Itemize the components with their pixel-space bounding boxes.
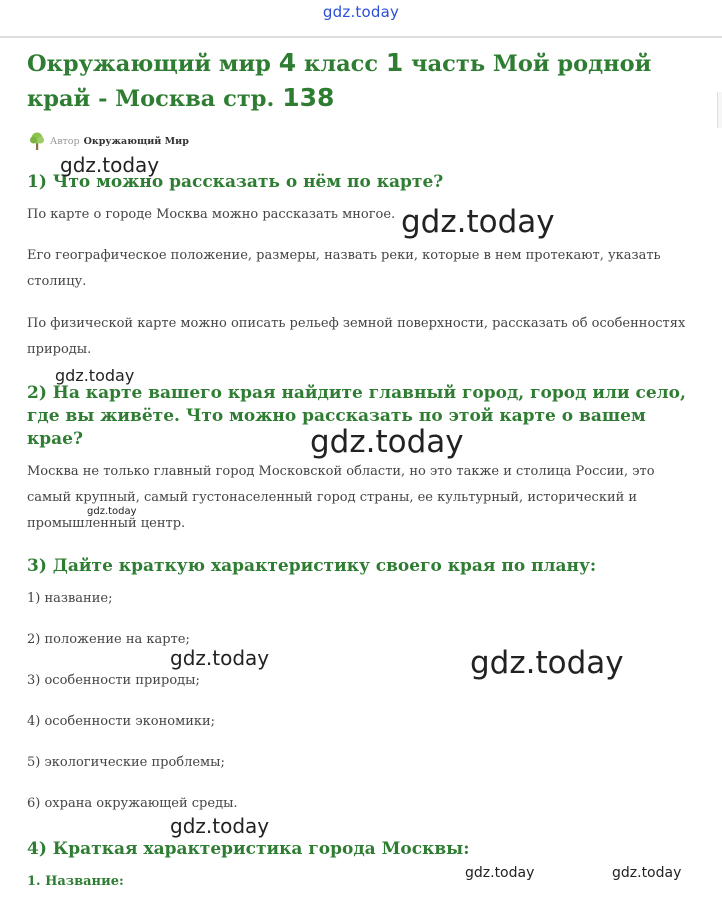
answer-1-paragraph: По физической карте можно описать рельеф земной поверхности, рассказать об особенностях природы. [27, 316, 686, 357]
answer-4-subheading: 1. Название: [27, 874, 124, 889]
answer-2-paragraph: Москва не только главный город Московской области, но это также и столица России, это самый крупный, самый густонаселенный город страны, ее культурный, исторический и промышленный центр. [27, 464, 655, 531]
author-name[interactable]: Окружающий Мир [83, 135, 189, 147]
plan-list-item: 3) особенности природы; [27, 673, 200, 688]
watermark: gdz.today [470, 645, 624, 681]
watermark: gdz.today [55, 366, 135, 385]
question-4-heading: 4) Краткая характеристика города Москвы: [27, 839, 470, 859]
plan-list-item: 4) особенности экономики; [27, 714, 216, 729]
side-scroll-tab[interactable] [717, 92, 722, 128]
watermark: gdz.today [87, 506, 137, 517]
site-logo[interactable]: gdz.today [322, 3, 400, 21]
watermark: gdz.today [170, 814, 270, 838]
watermark: gdz.today [310, 424, 464, 460]
title-text-2: класс [296, 51, 386, 77]
question-2-heading: 2) На карте вашего края найдите главный город, город или село, где вы живёте. Что можно рассказать по этой карте о вашем крае? [27, 383, 686, 449]
answer-1-paragraph: По карте о городе Москва можно рассказать многое. [27, 207, 396, 222]
plan-list-item: 6) охрана окружающей среды. [27, 796, 238, 811]
title-grade: 4 [278, 48, 297, 77]
watermark: gdz.today [401, 204, 555, 240]
question-1-heading: 1) Что можно рассказать о нём по карте? [27, 172, 444, 192]
title-book-part: 1 [385, 48, 404, 77]
watermark: gdz.today [465, 865, 535, 881]
author-label: Автор [50, 135, 80, 147]
tree-icon [27, 131, 47, 151]
question-3-heading: 3) Дайте краткую характеристику своего края по плану: [27, 556, 597, 576]
watermark: gdz.today [60, 153, 160, 177]
answer-1-paragraph: Его географическое положение, размеры, назвать реки, которые в нем протекают, указать столицу. [27, 248, 661, 289]
watermark: gdz.today [612, 865, 682, 881]
plan-list-item: 2) положение на карте; [27, 632, 190, 647]
title-text-1: Окружающий мир [27, 51, 279, 77]
header-divider [0, 36, 722, 38]
title-text-3: часть Мой родной край - Москва стр. [27, 51, 652, 112]
page-title [27, 46, 707, 116]
plan-list-item: 1) название; [27, 591, 113, 606]
watermark: gdz.today [170, 646, 270, 670]
title-page-number: 138 [282, 83, 335, 112]
plan-list-item: 5) экологические проблемы; [27, 755, 225, 770]
author-line [27, 131, 189, 151]
